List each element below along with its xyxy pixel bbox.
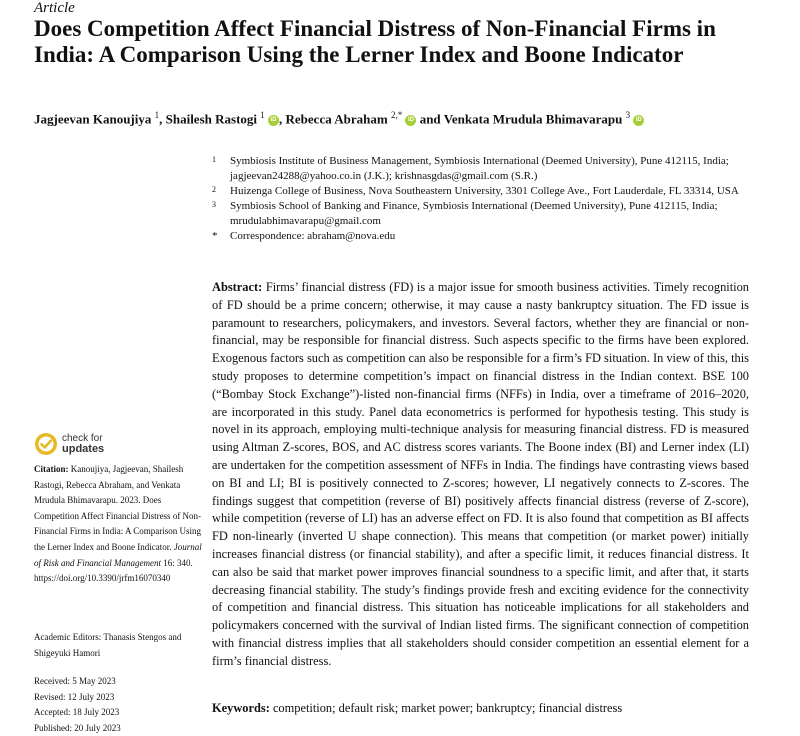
published-date: Published: 20 July 2023: [34, 722, 121, 733]
author-affiliation-marker: 1: [260, 110, 265, 120]
author-separator: ,: [279, 111, 286, 127]
author-list: [34, 110, 644, 127]
affiliations: [212, 154, 772, 244]
affiliation-item: [212, 199, 772, 229]
keywords: [212, 701, 622, 716]
paper-title: Does Competition Affect Financial Distress of Non-Financial Firms in India: A Comparison Using the Lerner Index and Boone Indicator: [34, 16, 716, 67]
article-type: Article: [34, 0, 75, 16]
author-affiliation-marker: 1: [154, 110, 160, 120]
affiliation-marker: *: [212, 230, 218, 242]
affiliation-text: Symbiosis Institute of Business Management, Symbiosis International (Deemed University), Pune 412115, India; jagjeevan24288@yahoo.co.in (J.K.); krishnasgdas@gmail.com (S.R.): [230, 155, 729, 182]
keywords-text: competition; default risk; market power; bankruptcy; financial distress: [272, 701, 623, 715]
abstract-text: Firms’ financial distress (FD) is a major issue for smooth business activities. Timely recognition of FD should be a prime concern; otherwise, it may cause a nasty bankruptcy situation. The FD issue is paramount to researchers, policymakers, and investors. Several factors, whether they are financial or non-financial, may be responsible for financial distress. Such aspects specific to the firms have been explored. Exogenous factors such as competition can also be responsible for a firm’s FD situation. In view of this, this study proposes to determine competition’s impact on financial distress in the Indian context. BSE 100 (“Bombay Stock Exchange”)-listed non-financial firms (NFFs) in India, over a timeframe of 2016–2020, are incorporated in this study. Panel data econometrics is performed for hypothesis testing. This study is novel in its approach, employing multi-technique analysis for measuring financial distress. FD is measured using Altman Z-scores, BOS, and AC distress scores variants. The Boone index (BI) and Lerner index (LI) are undertaken for the competition assessment of NFFs in India. The findings have contrasting views based on BI and LI; BI is positively connected to Z-scores; however, LI negatively connects to Z-scores. The findings suggest that competition (reverse of BI) positively affects financial distress (reverse of Z-score), while competition (reverse of LI) has an adverse effect on FD. It is also found that competition as BI affects FD non-linearly (inverted U shape connection). This means that competition (or market power) initially increases financial distress (or financial stability), and after a specific limit, it reduces financial distress. It can also be said that market power improves financial soundness to a specific limit, and after that, it starts decreasing financial stability. The study’s findings provide fresh and exciting evidence for the connectivity of competition and financial distress. This situation has noticeable implications for all stakeholders and policymakers concerned with the survival of Indian listed firms. The significant connection of competition with financial distress implies that all stakeholders should consider competition an essential element for a firm’s financial distress.: [212, 280, 749, 668]
orcid-icon[interactable]: iD: [268, 115, 279, 126]
accepted-date: Accepted: 18 July 2023: [34, 707, 120, 718]
orcid-icon[interactable]: iD: [633, 115, 644, 126]
author-name: Shailesh Rastogi: [165, 111, 258, 127]
abstract: [212, 279, 749, 671]
revised-date: Revised: 12 July 2023: [34, 691, 115, 702]
author-affiliation-marker: 2,*: [390, 110, 403, 120]
editors-label: Academic Editors:: [34, 632, 102, 642]
author-separator: ,: [159, 111, 166, 127]
citation: [34, 462, 204, 587]
received-date: Received: 5 May 2023: [34, 676, 116, 686]
affiliation-item: [212, 154, 772, 184]
check-for-updates-button[interactable]: [34, 432, 104, 456]
keywords-label: Keywords:: [212, 701, 270, 715]
citation-label: Citation:: [34, 464, 69, 474]
author-affiliation-marker: 3: [625, 110, 631, 120]
affiliation-marker: 2: [212, 185, 216, 194]
abstract-label: Abstract:: [212, 280, 263, 294]
author-name: Rebecca Abraham: [285, 111, 388, 127]
author-name: Jagjeevan Kanoujiya: [34, 111, 152, 127]
citation-journal: Journal of Risk and Financial Management: [34, 541, 202, 568]
author-name: Venkata Mrudula Bhimavarapu: [443, 111, 623, 127]
check-updates-line2: updates: [62, 443, 105, 455]
author-separator: and: [416, 111, 444, 127]
orcid-icon[interactable]: iD: [405, 115, 416, 126]
affiliation-item: [212, 184, 772, 199]
academic-editors: [34, 630, 204, 661]
check-updates-line1: check for: [62, 433, 103, 444]
citation-rest: 16: 340. https://doi.org/10.3390/jrfm16070340: [34, 557, 193, 584]
affiliation-text: Huizenga College of Business, Nova Southeastern University, 3301 College Ave., Fort Lauderdale, FL 33314, USA: [230, 185, 739, 197]
editors-text: Thanasis Stengos and Shigeyuki Hamori: [34, 632, 182, 658]
affiliation-text: Symbiosis School of Banking and Finance, Symbiosis International (Deemed University), Pune 412115, India; mrudulabhimavarapu@gmail.com: [230, 200, 718, 227]
affiliation-item: [212, 229, 772, 244]
publication-dates: [34, 674, 204, 736]
citation-text: Kanoujiya, Jagjeevan, Shailesh Rastogi, Rebecca Abraham, and Venkata Mrudula Bhimavarapu. 2023. Does Competition Affect Financial Distress of Non-Financial Firms in India: A Comparison Using the Lerner Index and Boone Indicator.: [34, 464, 202, 552]
affiliation-text: Correspondence: abraham@nova.edu: [230, 230, 396, 242]
affiliation-marker: 1: [212, 155, 216, 164]
affiliation-marker: 3: [212, 200, 216, 209]
check-updates-icon: [34, 432, 58, 456]
